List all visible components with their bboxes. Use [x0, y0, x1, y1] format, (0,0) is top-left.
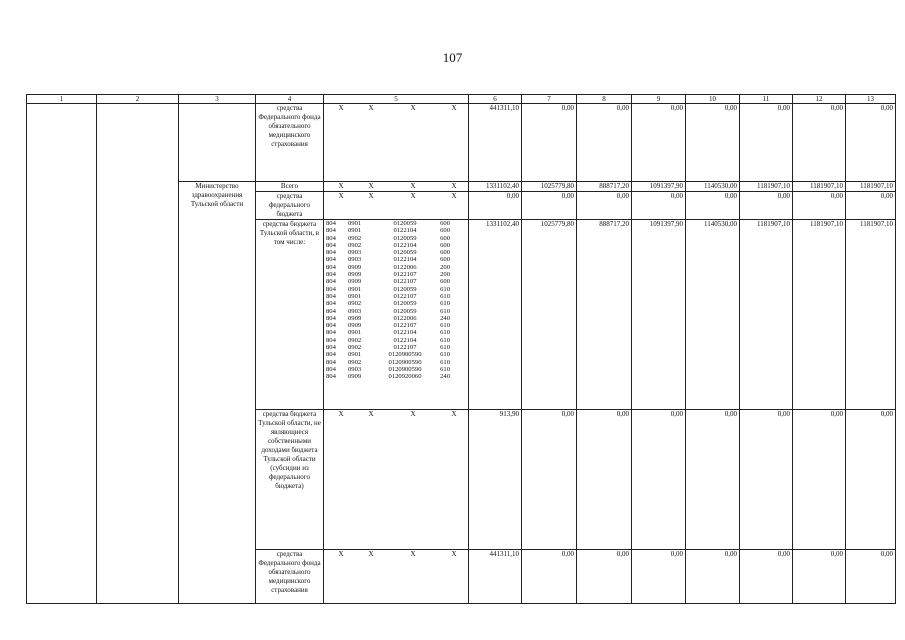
amount-cell: 1181907,10	[793, 182, 846, 192]
budget-code: 0120059	[393, 285, 417, 293]
budget-code: 0903	[348, 307, 362, 315]
x-mark: X	[451, 550, 457, 558]
budget-code: 0120900590	[388, 365, 422, 373]
budget-code: 0902	[348, 241, 362, 249]
column-number-row	[27, 95, 896, 104]
column-number: 3	[179, 95, 256, 104]
budget-code: 600	[440, 249, 450, 257]
budget-code: 200	[440, 271, 450, 279]
budget-code-cell	[324, 410, 469, 550]
x-mark: X	[338, 182, 344, 190]
amount-cell: 1331102,40	[469, 182, 522, 192]
budget-code: 0903	[348, 249, 362, 257]
budget-code: 804	[326, 227, 336, 235]
budget-code: 600	[440, 227, 450, 235]
budget-code: 804	[326, 271, 336, 279]
budget-code: 804	[326, 256, 336, 264]
budget-code: 0903	[348, 256, 362, 264]
budget-code: 804	[326, 234, 336, 242]
budget-table	[26, 94, 896, 604]
budget-code: 200	[440, 263, 450, 271]
budget-code: 0122104	[393, 256, 417, 264]
budget-code: 804	[326, 300, 336, 308]
table-row	[27, 104, 896, 182]
x-mark: X	[338, 410, 344, 418]
budget-code: 0122107	[393, 292, 417, 300]
budget-code: 804	[326, 373, 336, 381]
budget-code: 804	[326, 307, 336, 315]
budget-code: 610	[440, 300, 450, 308]
budget-code: 0902	[348, 300, 362, 308]
amount-cell: 1091397,90	[632, 220, 686, 410]
x-mark: X	[410, 104, 416, 112]
amount-cell: 1181907,10	[740, 220, 793, 410]
amount-cell: 0,00	[793, 192, 846, 220]
budget-code: 0120059	[393, 249, 417, 257]
amount-cell: 0,00	[793, 550, 846, 604]
budget-code: 804	[326, 285, 336, 293]
budget-code: 0903	[348, 365, 362, 373]
budget-code: 0122006	[393, 314, 417, 322]
funding-source: средства федерального бюджета	[256, 192, 324, 220]
amount-cell: 0,00	[740, 192, 793, 220]
budget-code: 0902	[348, 234, 362, 242]
budget-code: 240	[440, 314, 450, 322]
budget-code: 804	[326, 344, 336, 352]
budget-code: 804	[326, 263, 336, 271]
column-number: 4	[256, 95, 324, 104]
budget-code: 610	[440, 329, 450, 337]
amount-cell: 0,00	[522, 104, 577, 182]
budget-code-list	[326, 220, 466, 381]
x-marks	[326, 104, 466, 113]
amount-cell: 0,00	[632, 410, 686, 550]
column-number: 5	[324, 95, 469, 104]
budget-code: 0909	[348, 322, 362, 330]
amount-cell: 0,00	[846, 410, 896, 550]
amount-cell: 0,00	[686, 410, 740, 550]
budget-code: 0909	[348, 271, 362, 279]
budget-code-cell	[324, 192, 469, 220]
amount-cell: 0,00	[577, 192, 632, 220]
x-mark: X	[410, 550, 416, 558]
budget-code: 600	[440, 241, 450, 249]
amount-cell: 1181907,10	[740, 182, 793, 192]
amount-cell: 0,00	[577, 550, 632, 604]
budget-code: 804	[326, 358, 336, 366]
x-mark: X	[338, 104, 344, 112]
budget-code: 0901	[348, 292, 362, 300]
amount-cell: 888717,20	[577, 220, 632, 410]
amount-cell: 0,00	[522, 550, 577, 604]
amount-cell: 441311,10	[469, 104, 522, 182]
budget-code: 804	[326, 322, 336, 330]
budget-code: 804	[326, 241, 336, 249]
budget-code: 804	[326, 336, 336, 344]
funding-source: средства Федерального фонда обязательного медицинского страхования	[256, 550, 324, 604]
budget-code: 0901	[348, 285, 362, 293]
budget-code: 610	[440, 365, 450, 373]
amount-cell: 1181907,10	[846, 220, 896, 410]
page-number: 107	[442, 50, 463, 65]
amount-cell: 0,00	[686, 192, 740, 220]
amount-cell: 1025779,80	[522, 220, 577, 410]
budget-code: 610	[440, 358, 450, 366]
budget-code: 0122104	[393, 241, 417, 249]
amount-cell: 1025779,80	[522, 182, 577, 192]
budget-code-cell	[324, 104, 469, 182]
budget-code: 0909	[348, 263, 362, 271]
budget-code: 0120059	[393, 220, 417, 227]
budget-code: 610	[440, 292, 450, 300]
amount-cell: 1140530,00	[686, 182, 740, 192]
x-mark: X	[368, 192, 374, 200]
budget-code: 804	[326, 365, 336, 373]
column-number: 10	[686, 95, 740, 104]
x-mark: X	[451, 410, 457, 418]
budget-code-cell	[324, 220, 469, 410]
budget-code: 600	[440, 220, 450, 227]
budget-code: 610	[440, 285, 450, 293]
amount-cell: 0,00	[846, 192, 896, 220]
budget-code: 610	[440, 344, 450, 352]
budget-code: 600	[440, 278, 450, 286]
budget-code: 0122104	[393, 227, 417, 235]
x-mark: X	[451, 192, 457, 200]
amount-cell: 0,00	[686, 104, 740, 182]
x-marks	[326, 410, 466, 419]
column-number: 12	[793, 95, 846, 104]
column-number: 13	[846, 95, 896, 104]
budget-code: 804	[326, 220, 336, 227]
x-marks	[326, 192, 466, 201]
budget-code: 0122107	[393, 271, 417, 279]
budget-code-cell	[324, 182, 469, 192]
x-mark: X	[451, 182, 457, 190]
column-number: 7	[522, 95, 577, 104]
funding-source: средства бюджета Тульской области, в том числе:	[256, 220, 324, 410]
budget-code: 0122104	[393, 329, 417, 337]
budget-code: 0122107	[393, 322, 417, 330]
budget-code: 600	[440, 234, 450, 242]
amount-cell: 441311,10	[469, 550, 522, 604]
col1-cell	[27, 104, 97, 604]
budget-code: 0902	[348, 336, 362, 344]
x-mark: X	[451, 104, 457, 112]
budget-code: 0122107	[393, 278, 417, 286]
budget-code: 0909	[348, 314, 362, 322]
amount-cell: 1140530,00	[686, 220, 740, 410]
budget-code: 0909	[348, 373, 362, 381]
budget-code: 804	[326, 292, 336, 300]
budget-code: 610	[440, 322, 450, 330]
budget-code: 0909	[348, 278, 362, 286]
org-name: Министерство здравоохранения Тульской области	[179, 182, 256, 604]
budget-code: 0902	[348, 344, 362, 352]
x-mark: X	[410, 182, 416, 190]
budget-code: 610	[440, 307, 450, 315]
budget-code: 240	[440, 373, 450, 381]
amount-cell: 0,00	[846, 550, 896, 604]
amount-cell: 1181907,10	[793, 220, 846, 410]
amount-cell: 0,00	[793, 410, 846, 550]
amount-cell: 0,00	[846, 104, 896, 182]
x-mark: X	[368, 550, 374, 558]
budget-code: 0122104	[393, 336, 417, 344]
x-marks	[326, 550, 466, 559]
amount-cell: 913,90	[469, 410, 522, 550]
budget-code: 804	[326, 314, 336, 322]
budget-code: 804	[326, 278, 336, 286]
budget-code: 0120059	[393, 234, 417, 242]
amount-cell: 0,00	[740, 410, 793, 550]
amount-cell: 0,00	[740, 550, 793, 604]
budget-code: 0122107	[393, 344, 417, 352]
budget-code: 0120900590	[388, 351, 422, 359]
column-number: 8	[577, 95, 632, 104]
budget-code: 0120920060	[388, 373, 422, 381]
amount-cell: 1181907,10	[846, 182, 896, 192]
col3-cell	[179, 104, 256, 182]
amount-cell: 0,00	[632, 192, 686, 220]
budget-code: 610	[440, 351, 450, 359]
amount-cell: 1091397,90	[632, 182, 686, 192]
x-mark: X	[368, 182, 374, 190]
amount-cell: 0,00	[632, 104, 686, 182]
budget-code: 610	[440, 336, 450, 344]
budget-code: 0901	[348, 351, 362, 359]
amount-cell: 0,00	[577, 410, 632, 550]
amount-cell: 1331102,40	[469, 220, 522, 410]
amount-cell: 0,00	[793, 104, 846, 182]
budget-code: 0120059	[393, 307, 417, 315]
budget-code: 0122006	[393, 263, 417, 271]
budget-code: 804	[326, 329, 336, 337]
amount-cell: 0,00	[740, 104, 793, 182]
budget-code: 0901	[348, 227, 362, 235]
x-mark: X	[338, 192, 344, 200]
x-mark: X	[410, 192, 416, 200]
amount-cell: 0,00	[577, 104, 632, 182]
budget-code: 0902	[348, 358, 362, 366]
amount-cell: 0,00	[632, 550, 686, 604]
funding-source: Всего	[256, 182, 324, 192]
amount-cell: 0,00	[522, 410, 577, 550]
column-number: 9	[632, 95, 686, 104]
x-mark: X	[338, 550, 344, 558]
column-number: 1	[27, 95, 97, 104]
budget-code: 600	[440, 256, 450, 264]
amount-cell: 888717,20	[577, 182, 632, 192]
column-number: 2	[97, 95, 179, 104]
column-number: 11	[740, 95, 793, 104]
budget-code: 0120900590	[388, 358, 422, 366]
funding-source: средства бюджета Тульской области, не являющиеся собственными доходами бюджета Тульской области (субсидии из федерального бюджета)	[256, 410, 324, 550]
funding-source: средства Федерального фонда обязательного медицинского страхования	[256, 104, 324, 182]
budget-code-cell	[324, 550, 469, 604]
budget-code: 804	[326, 351, 336, 359]
amount-cell: 0,00	[686, 550, 740, 604]
budget-code: 804	[326, 249, 336, 257]
amount-cell: 0,00	[522, 192, 577, 220]
budget-code: 0901	[348, 220, 362, 227]
x-marks	[326, 182, 466, 191]
amount-cell: 0,00	[469, 192, 522, 220]
budget-code: 0120059	[393, 300, 417, 308]
col2-cell	[97, 104, 179, 604]
x-mark: X	[368, 410, 374, 418]
x-mark: X	[368, 104, 374, 112]
budget-code: 0901	[348, 329, 362, 337]
x-mark: X	[410, 410, 416, 418]
column-number: 6	[469, 95, 522, 104]
